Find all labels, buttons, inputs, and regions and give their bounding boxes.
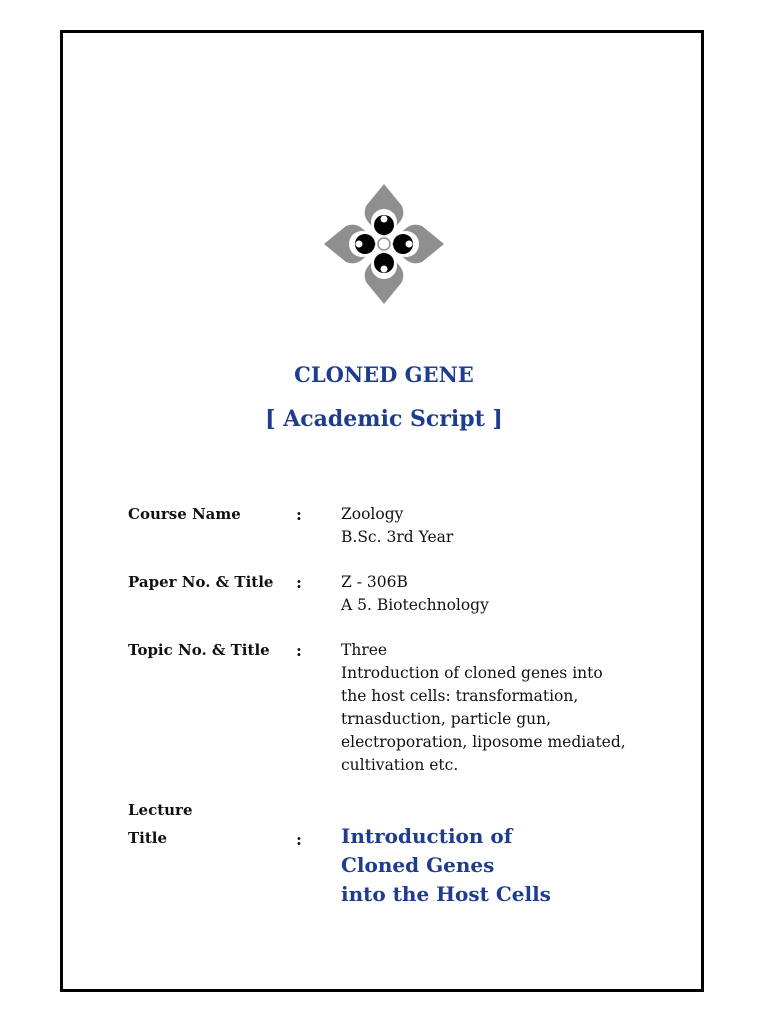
course-name-label: Course Name bbox=[128, 505, 241, 523]
topic-line: the host cells: transformation, bbox=[341, 687, 579, 705]
topic-line: Introduction of cloned genes into bbox=[341, 664, 603, 682]
paper-value bbox=[341, 571, 489, 617]
course-line: B.Sc. 3rd Year bbox=[341, 528, 454, 546]
lecture-colon: : bbox=[296, 830, 302, 849]
topic-line: Three bbox=[341, 641, 388, 659]
paper-label: Paper No. & Title bbox=[128, 573, 274, 591]
paper-colon: : bbox=[296, 573, 302, 592]
topic-line: electroporation, liposome mediated, bbox=[341, 733, 626, 751]
lecture-label-line1: Lecture bbox=[128, 801, 193, 819]
lecture-title-line: into the Host Cells bbox=[341, 882, 551, 906]
topic-line: trnasduction, particle gun, bbox=[341, 710, 552, 728]
lecture-title-line: Cloned Genes bbox=[341, 853, 495, 877]
course-name-value bbox=[341, 503, 453, 549]
course-name-colon: : bbox=[296, 505, 302, 524]
document-title: CLONED GENE bbox=[294, 362, 474, 387]
topic-label: Topic No. & Title bbox=[128, 641, 270, 659]
course-line: Zoology bbox=[341, 505, 404, 523]
paper-line: Z - 306B bbox=[341, 573, 408, 591]
document-subtitle: [ Academic Script ] bbox=[265, 406, 503, 432]
topic-colon: : bbox=[296, 641, 302, 660]
flower-logo-icon bbox=[322, 182, 446, 306]
lecture-label-line2: Title bbox=[128, 829, 168, 847]
topic-line: cultivation etc. bbox=[341, 756, 459, 774]
lecture-title-line: Introduction of bbox=[341, 824, 513, 848]
paper-line: A 5. Biotechnology bbox=[341, 596, 489, 614]
topic-value bbox=[341, 639, 626, 777]
lecture-title-value bbox=[341, 822, 551, 909]
